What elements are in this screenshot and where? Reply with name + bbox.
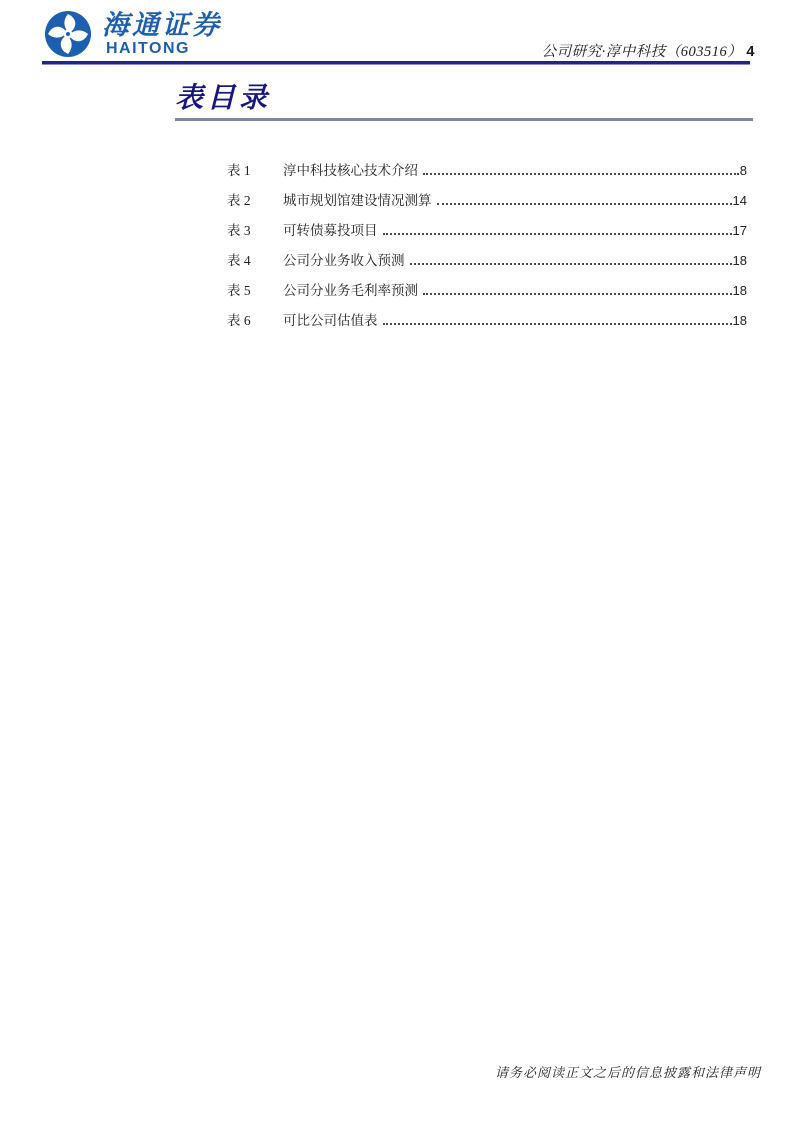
toc-entry[interactable]: [175, 246, 747, 276]
toc-entry-title: 可比公司估值表: [283, 313, 378, 328]
toc-entry-page: 18: [732, 283, 747, 298]
table-of-contents: [175, 156, 747, 336]
toc-entry[interactable]: [175, 216, 747, 246]
report-title-text: 公司研究·淳中科技（603516）: [541, 44, 743, 60]
brand-name-en: HAITONG: [106, 40, 190, 57]
toc-entry-title: 公司分业务收入预测: [283, 253, 405, 268]
footer-disclaimer: 请务必阅读正文之后的信息披露和法律声明: [494, 1065, 761, 1080]
toc-entry-page: 17: [732, 223, 747, 238]
toc-entry[interactable]: [175, 306, 747, 336]
brand-name-cn: 海通证券: [102, 10, 222, 40]
toc-entry-title: 可转债募投项目: [283, 223, 378, 238]
toc-entry-label: 表 1: [227, 163, 251, 178]
toc-entry-page: 18: [732, 313, 747, 328]
toc-entry[interactable]: [175, 186, 747, 216]
toc-entry-title: 淳中科技核心技术介绍: [283, 163, 418, 178]
table-toc-section: [175, 84, 753, 121]
header-divider: [42, 61, 750, 65]
toc-dot-leader: [437, 203, 732, 205]
toc-dot-leader: [423, 173, 739, 175]
toc-entry-title: 公司分业务毛利率预测: [283, 283, 418, 298]
toc-entry-label: 表 2: [227, 193, 251, 208]
toc-dot-leader: [383, 233, 732, 235]
toc-entry-page: 8: [739, 163, 747, 178]
haitong-logo: [44, 10, 222, 58]
page-number: 4: [746, 44, 755, 60]
toc-entry-label: 表 6: [227, 313, 251, 328]
toc-entry[interactable]: [175, 156, 747, 186]
report-header-label: [542, 40, 755, 61]
toc-entry-title: 城市规划馆建设情况测算: [283, 193, 432, 208]
brand-text: [102, 10, 222, 57]
toc-entry-label: 表 4: [227, 253, 251, 268]
toc-entry-label: 表 3: [227, 223, 251, 238]
toc-dot-leader: [383, 323, 732, 325]
toc-dot-leader: [423, 293, 732, 295]
toc-dot-leader: [410, 263, 732, 265]
section-title-underline: [175, 118, 753, 121]
haitong-logo-mark-icon: [44, 10, 92, 58]
toc-entry-label: 表 5: [227, 283, 251, 298]
toc-entry[interactable]: [175, 276, 747, 306]
toc-entry-page: 18: [732, 253, 747, 268]
toc-entry-page: 14: [732, 193, 747, 208]
section-title: 表目录: [175, 83, 272, 114]
